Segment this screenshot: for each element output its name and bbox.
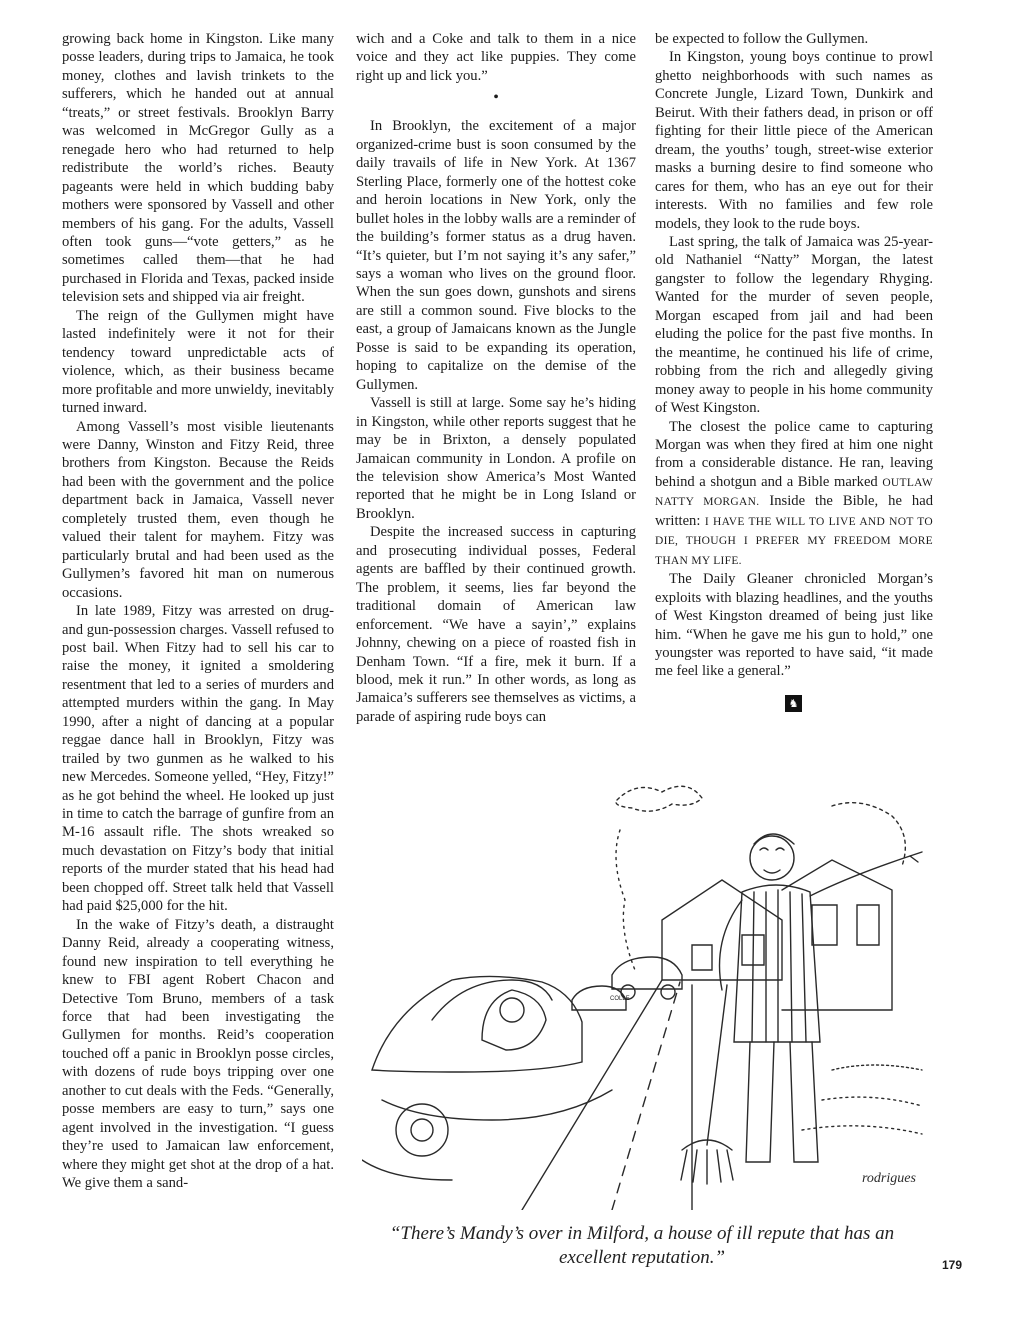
article-paragraph: Vassell is still at large. Some say he’s hiding in Kingston, while other reports suggest that he may be in Brixton, a densely populated Jamaican community in London. A profile on the television show America’s Most Wanted reported that he might be in Long Island or Brooklyn. — [356, 395, 636, 522]
cartoonist-signature: rodrigues — [862, 1171, 916, 1186]
license-plate: COLLE — [610, 996, 630, 1002]
article-paragraph: In the wake of Fitzy’s death, a distraught Danny Reid, already a cooperating witness, found new inspiration to tell everything he knew to FBI agent Robert Chacon and Detective Tom Bruno, members of a task force that had been investigating the Gullymen for months. Reid’s cooperation touched off a panic in Brooklyn posse circles, with dozens of rude boys tripping over one another to cut deals with the Feds. “Generally, posse members are easy to turn,” says one agent involved in the investigation. “I guess they’re used to Jamaican law enforcement, where they might get shot at the drop of a hat. We give them a sand- — [62, 916, 334, 1192]
article-paragraph: Despite the increased success in capturing and prosecuting individual posses, Federal agents are baffled by their continued growth. The problem, it seems, lies far beyond the traditional domain of American law enforcement. “We have a sayin’,” explains Johnny, chewing on a piece of roasted fish in Denham Town. “If a fire, mek it burn. If a blood, mek it run.” In other words, as long as Jamaica’s sufferers see themselves as victims, a parade of aspiring rude boys can — [356, 524, 636, 725]
paragraph-text: Inside the Bible, he had written: — [655, 493, 933, 529]
article-paragraph: growing back home in Kingston. Like many posse leaders, during trips to Jamaica, he took money, clothes and lavish trinkets to the sufferers, which he handed out at annual “treats,” or street festivals. Brooklyn Barry was welcomed in McGregor Gully as a renegade hero who had returned to help redistribute the world’s riches. Beauty pageants were held in which budding baby mothers were sponsored by Vassell and other members of his gang. For the adults, Vassell often took guns—“vote getters,” as he sometimes called them—that he had purchased in Florida and Texas, packed inside television sets and shipped via air freight. — [62, 31, 334, 306]
small-caps-quote: OUTLAW NATTY MORGAN. — [655, 476, 934, 509]
article-paragraph: The Daily Gleaner chronicled Morgan’s exploits with blazing headlines, and the youths of West Kingston dreamed of being just like him. “When he gave me his gun to hold,” one youngster was reported to have said, “it made me feel like a general.” — [655, 571, 933, 680]
section-separator: • — [493, 89, 499, 107]
article-column-2 — [356, 30, 636, 726]
article-paragraph — [655, 418, 933, 571]
end-mark-icon: ♞ — [785, 695, 802, 712]
article-paragraph: Last spring, the talk of Jamaica was 25-year-old Nathaniel “Natty” Morgan, the latest gangster to follow the legendary Rhyging. Wanted for the murder of seven people, Morgan escaped from jail and had been eluding the police for the past five months. In the meantime, he continued his life of crime, robbing from the rich and allegedly giving money away to people in his home community of West Kingston. — [655, 233, 933, 417]
article-paragraph: In late 1989, Fitzy was arrested on drug- and gun-possession charges. Vassell refused to post bail. When Fitzy had to sell his car to raise the money, it ignited a smoldering resentment that led to a series of murders and attempted murders within the gang. In May 1990, after a night of dancing at a popular reggae dance hall in Brooklyn, Fitzy was trailed by two gunmen as he walked to his new Mercedes. Someone yelled, “Hey, Fitzy!” as he got behind the wheel. He looked up just in time to catch the barrage of gunfire from an M-16 assault rifle. The shots wreaked so much devastation on Fitzy’s body that initial reports of the murder stated that his head had been chopped off. Street talk held that Vassell had paid $25,000 for the hit. — [62, 603, 334, 915]
cartoon-caption: “There’s Mandy’s over in Milford, a house of ill repute that has an excellent reputation.” — [389, 1223, 895, 1268]
page-number: 179 — [942, 1258, 963, 1272]
cartoon-illustration — [362, 770, 932, 1210]
article-column-3 — [655, 30, 933, 712]
article-paragraph: The reign of the Gullymen might have lasted indefinitely were it not for their tendency toward unpredictable acts of violence, which, as their business became more profitable and more unwieldy, inevitably turned inward. — [62, 307, 334, 417]
article-paragraph: In Brooklyn, the excitement of a major organized-crime bust is soon consumed by the daily travails of life in New York. At 1367 Sterling Place, formerly one of the hottest coke and heroin locations in New York, only the bullet holes in the lobby walls are a reminder of the building’s former status as a drug haven. “It’s quieter, but I’m not saying it’s any safer,” says a woman who lives on the ground floor. When the sun goes down, gunshots and sirens are still a common sound. Five blocks to the east, a group of Jamaicans known as the Jungle Posse is said to be expanding its operation, hoping to capitalize on the demise of the Gullymen. — [356, 118, 636, 393]
article-paragraph: Among Vassell’s most visible lieutenants were Danny, Winston and Fitzy Reid, three brothers from Kingston. Because the Reids had been with the government and the police department back in Jamaica, Vassell never completely trusted them, even though he valued their talent for mayhem. Fitzy was particularly brutal and had been used as the Gullymen’s favored hit man on numerous occasions. — [62, 418, 334, 601]
article-paragraph: be expected to follow the Gullymen. — [655, 31, 869, 47]
article-paragraph: wich and a Coke and talk to them in a nice voice and they act like puppies. They come right up and lick you.” — [356, 31, 636, 84]
paragraph-text: The closest the police came to capturing Morgan was when they fired at him one night from a considerable distance. He ran, leaving behind a shotgun and a Bible marked — [655, 418, 933, 490]
article-paragraph: In Kingston, young boys continue to prowl ghetto neighborhoods with such names as Concrete Jungle, Lizard Town, Dunkirk and Beirut. With their fathers dead, in prison or off fighting for their little piece of the American dream, the youths’ tough, street-wise exterior masks a burning desire to find someone who cares for them, who has an eye out for their interests. With no families and few role models, they look to the rude boys. — [655, 49, 933, 232]
small-caps-quote: I HAVE THE WILL TO LIVE AND NOT TO DIE, THOUGH I PREFER MY FREEDOM MORE THAN MY LIFE. — [655, 515, 933, 567]
article-column-1 — [62, 30, 334, 1193]
